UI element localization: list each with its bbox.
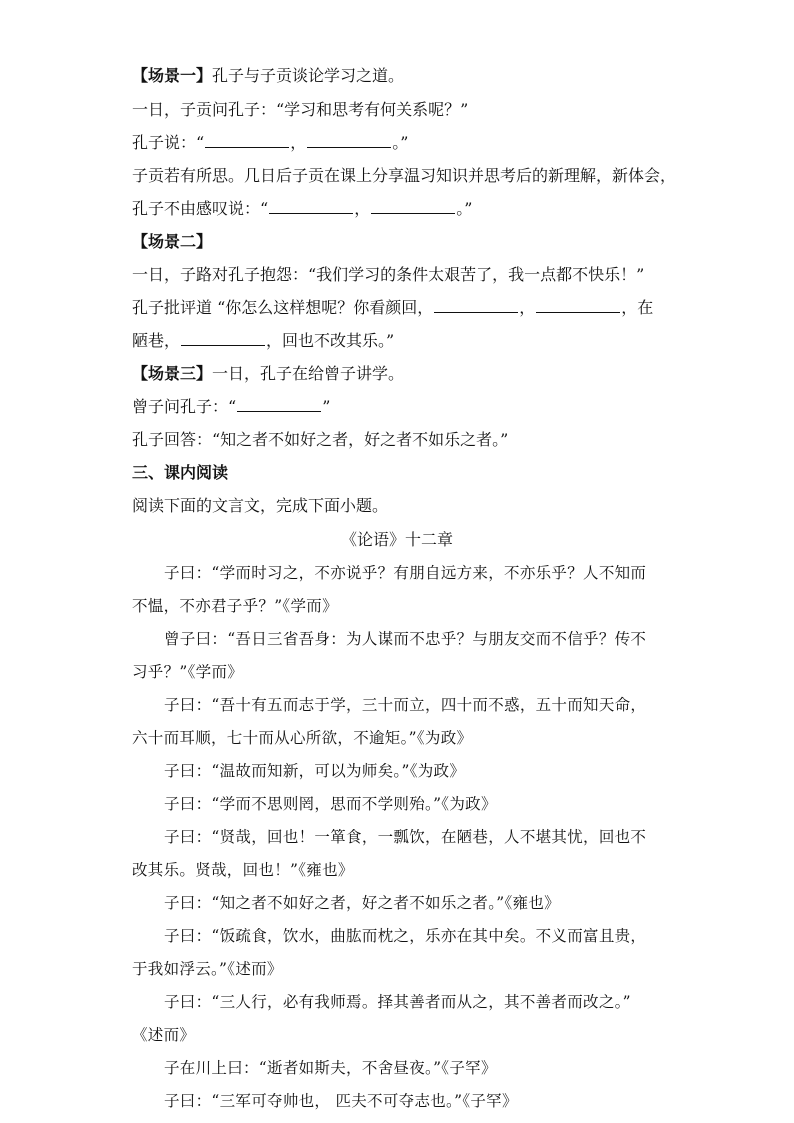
section3-instruction: 阅读下面的文言文，完成下面小题。 [132,496,389,515]
classic-line: 不愠，不亦君子乎？”《学而》 [132,597,338,615]
critique-prefix: 孔子批评道 “你怎么这样想呢？你看颜回， [132,298,434,317]
sigh-suffix: 。” [456,199,473,218]
sigh-prefix: 孔子不由感叹说：“ [132,199,269,218]
critique-blank-3[interactable] [181,331,265,346]
classic-line: 子曰：“知之者不如好之者，好之者不如乐之者。”《雍也》 [164,894,560,912]
section3-heading: 三、课内阅读 [132,463,229,482]
classic-title: 《论语》十二章 [340,530,453,549]
classic-line: 子曰：“学而时习之，不亦说乎？有朋自远方来，不亦乐乎？人不知而 [164,564,647,582]
answer-blank-1[interactable] [205,133,289,148]
classic-line: 六十而耳顺，七十而从心所欲，不逾矩。”《为政》 [132,729,473,747]
scene3-question [132,397,330,417]
scene1-answer [132,133,408,153]
scene1-label: 【场景一】 [132,66,213,85]
classic-line: 子曰：“饭疏食，饮水，曲肱而枕之，乐亦在其中矣。不义而富且贵， [164,927,647,945]
classic-line: 曾子曰：“吾日三省吾身：为人谋而不忠乎？与朋友交而不信乎？传不 [164,630,647,648]
classic-line: 子在川上曰：“逝者如斯夫，不舍昼夜。”《子罕》 [164,1059,497,1077]
critique2-prefix: 陋巷， [132,331,181,350]
answer-prefix: 孔子说：“ [132,133,205,152]
sigh-blank-1[interactable] [269,199,353,214]
scene1-share: 子贡若有所思。几日后子贡在课上分享温习知识并思考后的新理解，新体会， [132,166,677,185]
scene3-reply: 孔子回答：“知之者不如好之者，好之者不如乐之者。” [132,430,509,449]
scene3-line [132,364,404,384]
classic-line: 子曰：“吾十有五而志于学，三十而立，四十而不惑，五十而知天命， [164,696,647,714]
scene1-line [132,66,404,86]
answer-suffix: 。” [392,133,409,152]
classic-line: 子曰：“温故而知新，可以为师矣。”《为政》 [164,762,466,780]
scene3-intro: 一日，孔子在给曾子讲学。 [212,364,405,383]
critique-suffix: ，在 [621,298,654,317]
scene2-critique [132,298,653,318]
scene2-label: 【场景二】 [132,232,213,251]
classic-line: 习乎？”《学而》 [132,663,244,681]
answer-comma: ， [290,133,307,152]
classic-line: 《述而》 [132,1026,196,1044]
classic-line: 于我如浮云。”《述而》 [132,960,283,978]
answer-blank-2[interactable] [307,133,391,148]
sigh-comma: ， [354,199,371,218]
critique-comma: ， [519,298,536,317]
scene3-label: 【场景三】 [132,364,213,383]
question-blank[interactable] [237,397,321,412]
scene1-sigh [132,199,472,219]
scene1-question: 一日，子贡问孔子：“学习和思考有何关系呢？” [132,100,469,119]
scene1-intro: 孔子与子贡谈论学习之道。 [212,66,405,85]
classic-line: 子曰：“三人行，必有我师焉。择其善者而从之，其不善者而改之。” [164,993,631,1011]
critique2-suffix: ，回也不改其乐。” [266,331,395,350]
question-prefix: 曾子问孔子：“ [132,397,237,416]
classic-line: 改其乐。贤哉，回也！”《雍也》 [132,861,354,879]
scene2-critique-cont [132,331,394,351]
scene2-complain: 一日，子路对孔子抱怨：“我们学习的条件太艰苦了，我一点都不快乐！” [132,265,645,284]
classic-line: 子曰：“三军可夺帅也， 匹夫不可夺志也。”《子罕》 [164,1092,518,1110]
sigh-blank-2[interactable] [371,199,455,214]
question-suffix: ” [322,397,331,416]
critique-blank-1[interactable] [434,298,518,313]
critique-blank-2[interactable] [536,298,620,313]
classic-line: 子曰：“学而不思则罔，思而不学则殆。”《为政》 [164,795,497,813]
classic-line: 子曰：“贤哉，回也！一箪食，一瓢饮，在陋巷，人不堪其忧，回也不 [164,828,647,846]
